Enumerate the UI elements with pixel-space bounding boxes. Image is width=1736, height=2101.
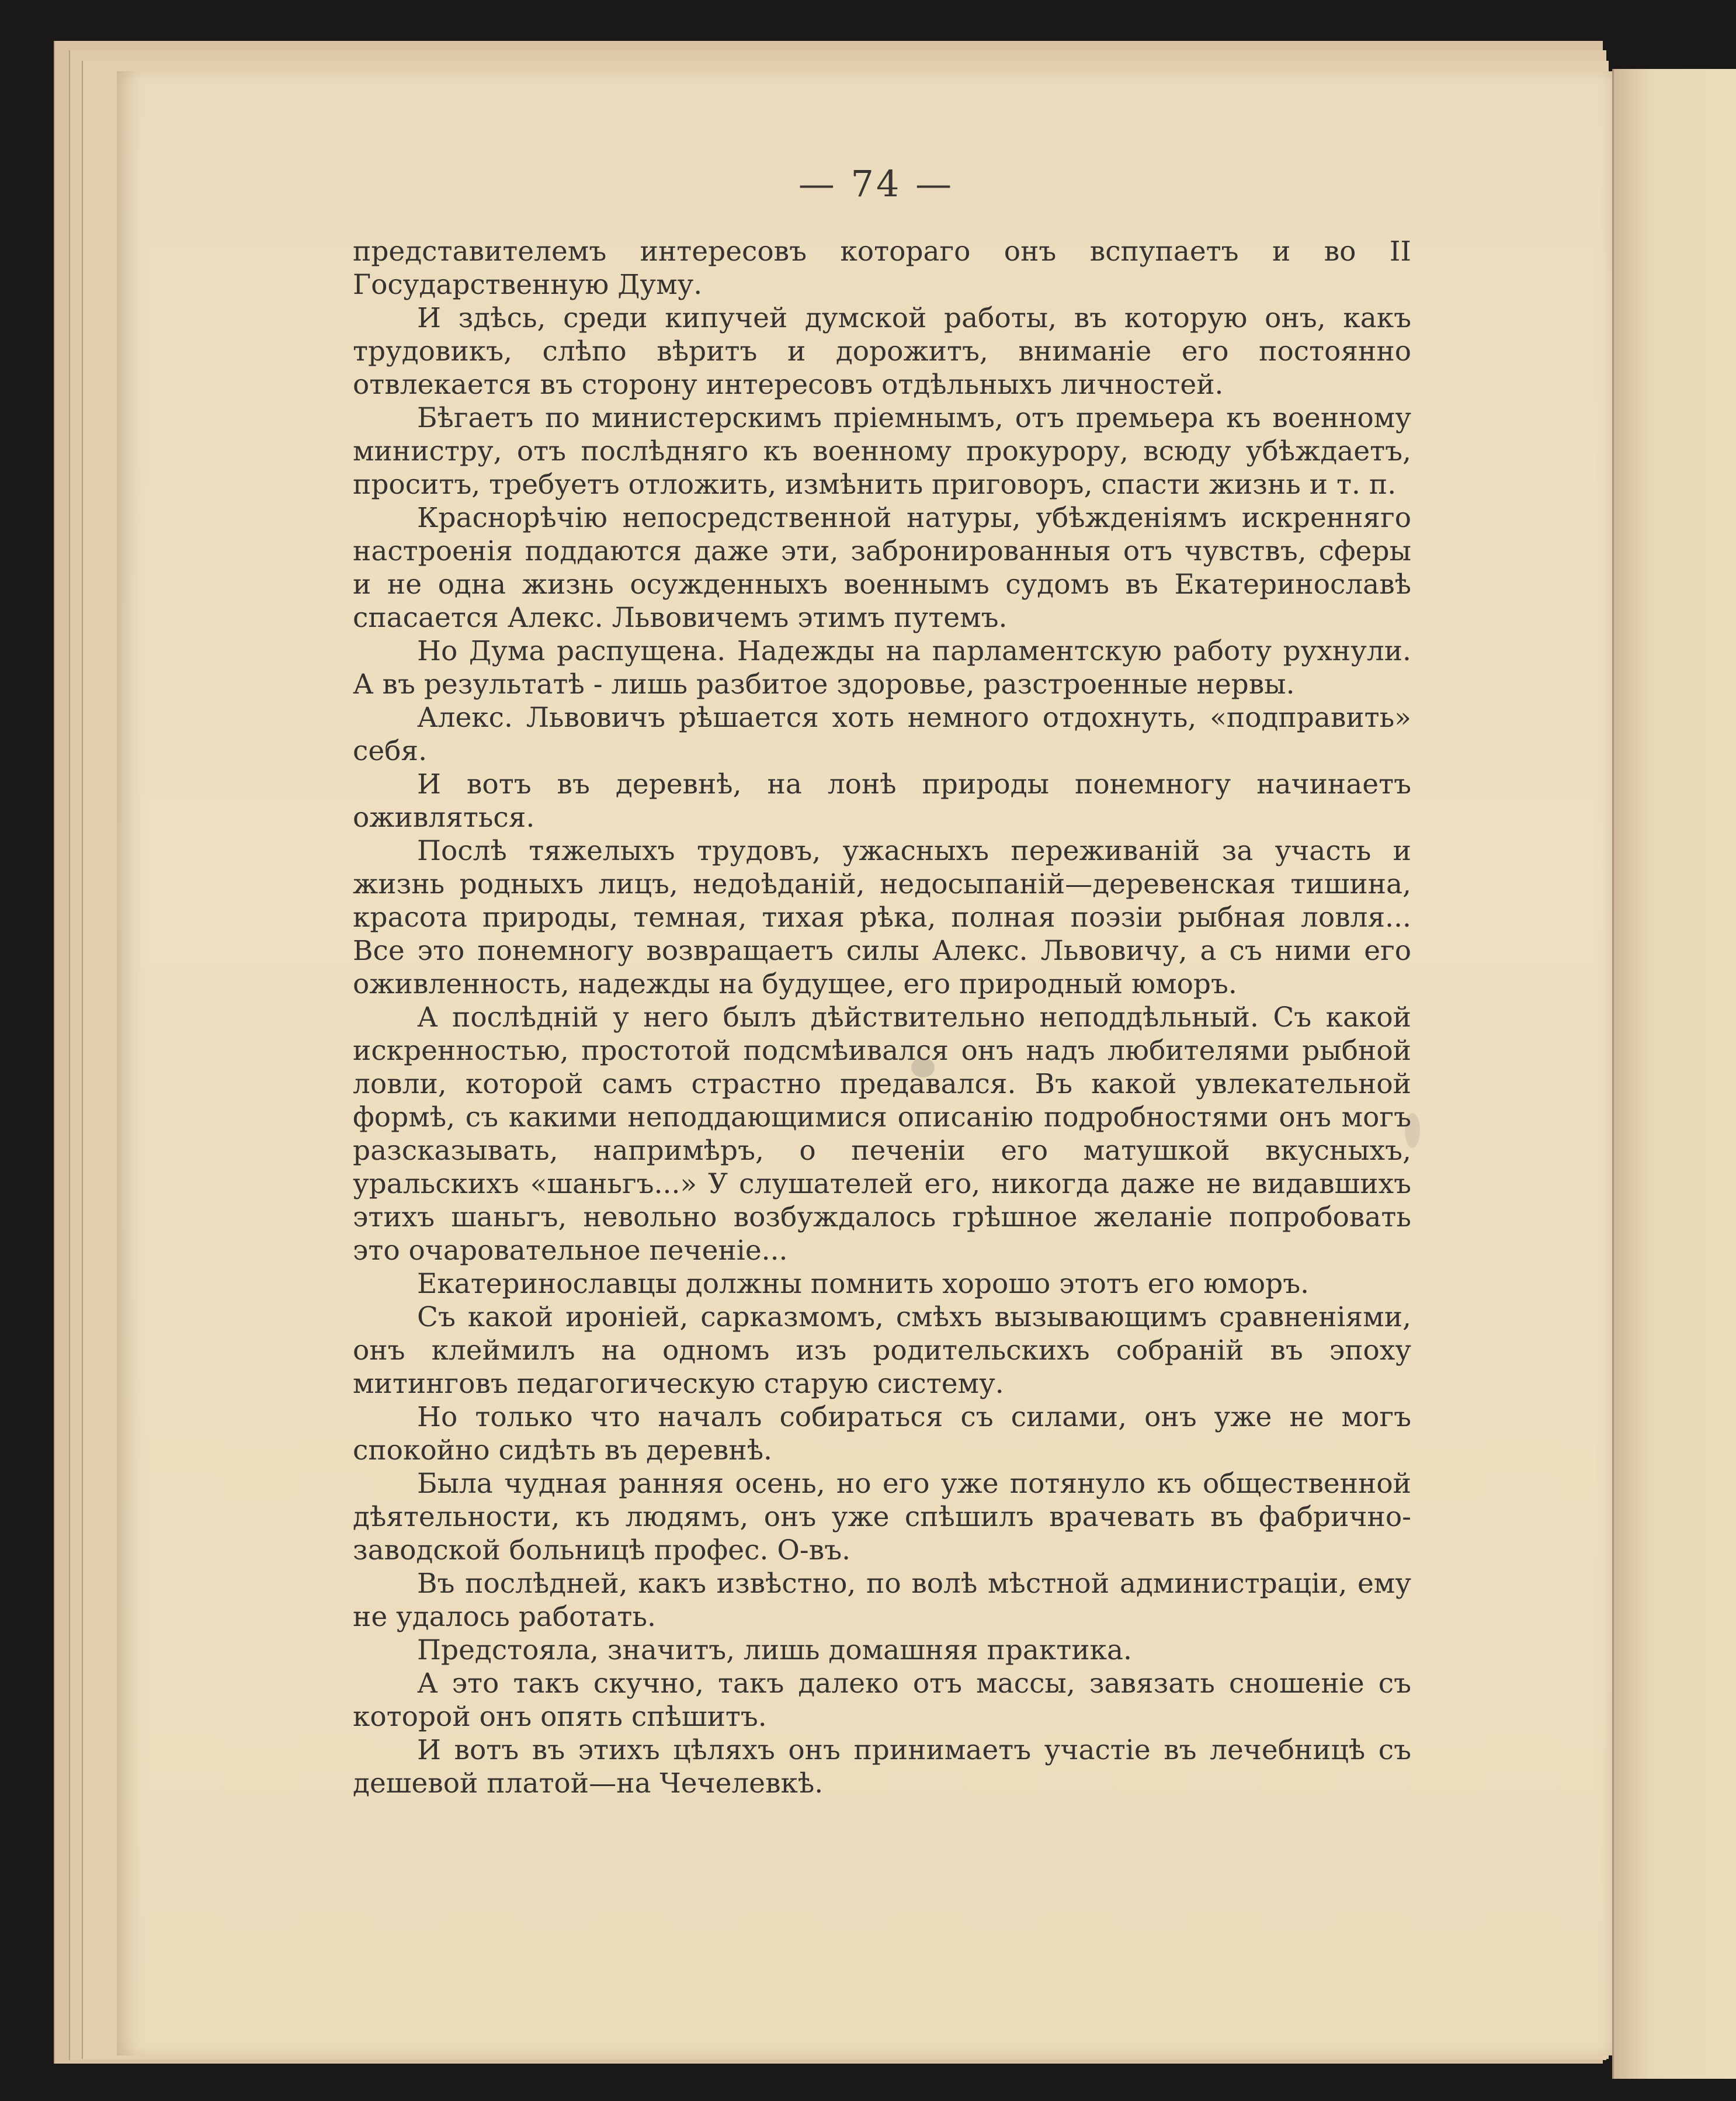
paragraph: Екатеринославцы должны помнить хорошо этотъ его юморъ. — [417, 1268, 1310, 1300]
paragraph: И вотъ въ этихъ цѣляхъ онъ принимаетъ участіе въ лечебницѣ съ дешевой платой—на Чечелевкѣ. — [353, 1734, 1411, 1800]
paragraph: А это такъ скучно, такъ далеко отъ массы, завязать сношеніе съ которой онъ опять спѣшитъ. — [353, 1667, 1411, 1733]
paragraph: представителемъ интересовъ котораго онъ вспупаетъ и во II Государственную Думу. — [353, 235, 1411, 301]
paragraph: Краснорѣчію непосредственной натуры, убѣжденіямъ искренняго настроенія поддаются даже эти, забронированныя отъ чувствъ, сферы и не одна жизнь осужденныхъ военнымъ судомъ въ Екатеринославѣ спасается Алекс. Львовичемъ этимъ путемъ. — [353, 502, 1411, 634]
paragraph: Послѣ тяжелыхъ трудовъ, ужасныхъ переживаній за участь и жизнь родныхъ лицъ, недоѣданій, недосыпаній—деревенская тишина, красота природы, темная, тихая рѣка, полная поэзіи рыбная ловля... Все это понемногу возвращаетъ силы Алекс. Львовичу, а съ ними его оживленность, надежды на будущее, его природный юморъ. — [353, 835, 1411, 1000]
paragraph: Но только что началъ собираться съ силами, онъ уже не могъ спокойно сидѣть въ деревнѣ. — [353, 1401, 1411, 1466]
paragraph: Алекс. Львовичъ рѣшается хоть немного отдохнуть, «подправить» себя. — [353, 702, 1411, 767]
paragraph: Бѣгаетъ по министерскимъ пріемнымъ, отъ премьера къ военному министру, отъ послѣдняго къ военному прокурору, всюду убѣждаетъ, проситъ, требуетъ отложить, измѣнить приговоръ, спасти жизнь и т. п. — [353, 402, 1411, 501]
paragraph: А послѣдній у него былъ дѣйствительно неподдѣльный. Съ какой искренностью, простотой подсмѣивался онъ надъ любителями рыбной ловли, которой самъ страстно предавался. Въ какой увлекательной формѣ, съ какими неподдающимися описанію подробностями онъ могъ разсказывать, напримѣръ, о печеніи его матушкой вкусныхъ, уральскихъ «шаньгъ...» У слушателей его, никогда даже не видавшихъ этихъ шаньгъ, невольно возбуждалось грѣшное желаніе попробовать это очаровательное печеніе... — [353, 1001, 1411, 1267]
next-page-edge — [1612, 69, 1736, 2079]
paragraph: Съ какой ироніей, сарказмомъ, смѣхъ вызывающимъ сравненіями, онъ клеймилъ на одномъ изъ родительскихъ собраній въ эпоху митинговъ педагогическую старую систему. — [353, 1301, 1411, 1400]
paragraph: Въ послѣдней, какъ извѣстно, по волѣ мѣстной администраціи, ему не удалось работать. — [353, 1568, 1411, 1633]
paragraph: И вотъ въ деревнѣ, на лонѣ природы понемногу начинаетъ оживляться. — [353, 768, 1411, 834]
paragraph: Но Дума распущена. Надежды на парламентскую работу рухнули. А въ результатѣ - лишь разбитое здоровье, разстроенные нервы. — [353, 635, 1411, 701]
paragraph: Была чудная ранняя осень, но его уже потянуло къ общественной дѣятельности, къ людямъ, онъ уже спѣшилъ врачевать въ фабрично-заводской больницѣ профес. О-въ. — [353, 1468, 1411, 1566]
paragraph: Предстояла, значитъ, лишь домашняя практика. — [417, 1634, 1132, 1666]
page-number: — 74 — — [798, 162, 954, 205]
paragraph: И здѣсь, среди кипучей думской работы, въ которую онъ, какъ трудовикъ, слѣпо вѣритъ и дорожитъ, вниманіе его постоянно отвлекается въ сторону интересовъ отдѣльныхъ личностей. — [353, 302, 1411, 401]
body-text — [353, 235, 1411, 1800]
